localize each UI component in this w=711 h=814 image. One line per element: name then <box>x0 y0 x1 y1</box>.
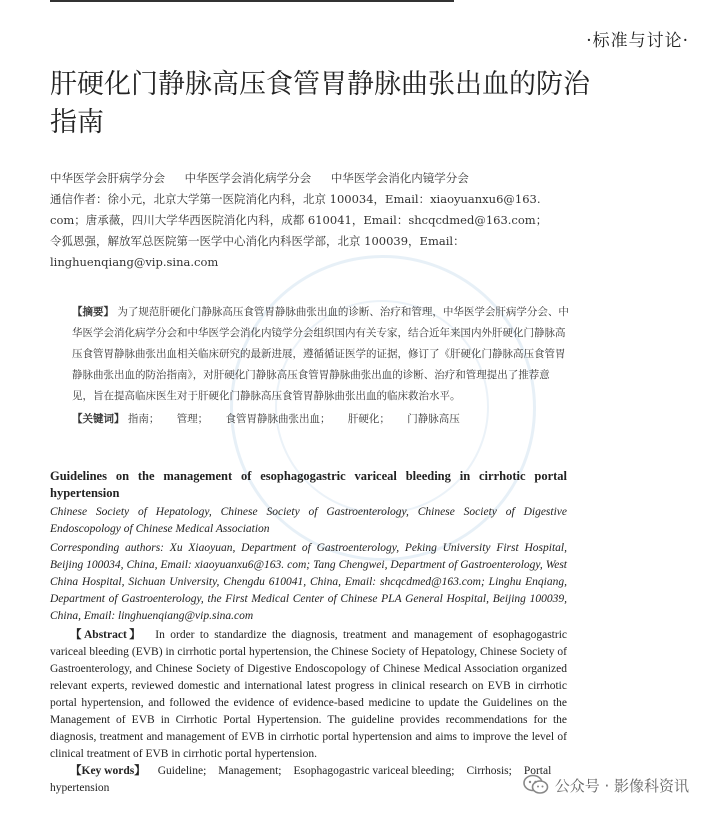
org-endoscopy: 中华医学会消化内镜学分会 <box>330 171 469 185</box>
keywords-cn-label: 【关键词】 <box>72 413 125 425</box>
keyword-cn: 指南； <box>127 413 160 425</box>
keywords-cn <box>50 409 570 430</box>
english-corresponding: Corresponding authors: Xu Xiaoyuan, Department of Gastroenterology, Peking University First Hospital, Beijing 100034, China, Email: xiaoyuanxu6@163. com; Tang Chengwei, Department of Gastroenterology, West China Hospital, Sichuan University, Chengdu 610041, China, Email: shcqcdmed@163.com; Linghu Enqiang, Department of Gastroenterology, the First Medical Center of Chinese PLA General Hospital, Beijing 100039, China, Email: linghuenqiang@vip.sina.com <box>50 542 567 622</box>
english-abstract <box>50 627 567 763</box>
english-block <box>50 468 567 797</box>
article-title: 肝硬化门静脉高压食管胃静脉曲张出血的防治指南 <box>50 69 590 138</box>
correspondence-line: linghuenqiang@vip.sina.com <box>50 255 219 269</box>
keyword-en: Esophagogastric variceal bleeding; <box>293 765 455 777</box>
abstract-cn-text: 为了规范肝硬化门静脉高压食管胃静脉曲张出血的诊断、治疗和管理，中华医学会肝病学分会、中华医学会消化病学分会和中华医学会消化内镜学分会组织国内有关专家，结合近年来国内外肝硬化门静脉高压食管胃静脉曲张出血相关临床研究的最新进展，遵循循证医学的证据，修订了《肝硬化门静脉高压食管胃静脉曲张出血的防治指南》，对肝硬化门静脉高压食管胃静脉曲张出血的诊断、治疗和管理提出了推荐意见，旨在提高临床医生对于肝硬化门静脉高压食管胃静脉曲张出血的临床救治水平。 <box>72 306 569 402</box>
abstract-cn <box>50 302 570 430</box>
abstract-cn-body <box>50 302 570 407</box>
author-block <box>50 168 570 273</box>
org-gastroenterology: 中华医学会消化病学分会 <box>184 171 312 185</box>
wechat-account-label: 公众号 · 影像科资讯 <box>554 776 689 795</box>
english-orgs: Chinese Society of Hepatology, Chinese Society of Gastroenterology, Chinese Society of Digestive Endoscopology of Chinese Medical Association <box>50 506 567 535</box>
keyword-cn: 食管胃静脉曲张出血； <box>225 413 331 425</box>
keyword-cn: 肝硬化； <box>347 413 390 425</box>
wechat-watermark <box>523 774 689 796</box>
author-orgs <box>50 168 570 189</box>
top-rule <box>50 0 454 2</box>
keyword-en: Cirrhosis; <box>466 765 512 777</box>
keyword-cn: 管理； <box>176 413 209 425</box>
english-abstract-text: In order to standardize the diagnosis, treatment and management of esophagogastric variceal bleeding (EVB) in cirrhotic portal hypertension, the Chinese Society of Hepatology, Chinese Society of Gastroenterology, and Chinese Society of Digestive Endoscopology of Chinese Medical Association organized relevant experts, reviewed domestic and international latest progress in clinical research on EVB in cirrhotic portal hypertension, and followed the evidence of evidence-based medicine to update the Guidelines on the Management of EVB in Cirrhotic Portal Hypertension. The guideline provides recommendations for the diagnosis, treatment and management of EVB in cirrhotic portal hypertension and aims to improve the level of clinical treatment of EVB in cirrhotic portal hypertension. <box>50 629 568 760</box>
correspondence-line: com；唐承薇，四川大学华西医院消化内科，成都 610041，Email：shcqcdmed@163.com； <box>50 213 548 227</box>
section-tag: ·标准与讨论· <box>586 31 689 51</box>
wechat-icon <box>523 774 549 796</box>
keyword-en: Management; <box>218 765 282 777</box>
abstract-cn-label: 【摘要】 <box>72 306 114 318</box>
english-keywords-label: 【Key words】 <box>70 765 146 777</box>
org-hepatology: 中华医学会肝病学分会 <box>50 171 165 185</box>
english-keywords <box>50 763 567 797</box>
correspondence-line: 令狐恩强，解放军总医院第一医学中心消化内科医学部，北京 100039，Email： <box>50 234 465 248</box>
keyword-en: Portal hypertension <box>50 765 552 794</box>
keyword-cn: 门静脉高压 <box>407 413 460 425</box>
english-abstract-label: 【Abstract】 <box>70 629 144 641</box>
english-title: Guidelines on the management of esophagogastric variceal bleeding in cirrhotic portal hypertension <box>50 469 567 500</box>
keyword-en: Guideline; <box>157 765 207 777</box>
correspondence-line: 通信作者：徐小元，北京大学第一医院消化内科，北京 100034，Email：xiaoyuanxu6@163. <box>50 192 541 206</box>
